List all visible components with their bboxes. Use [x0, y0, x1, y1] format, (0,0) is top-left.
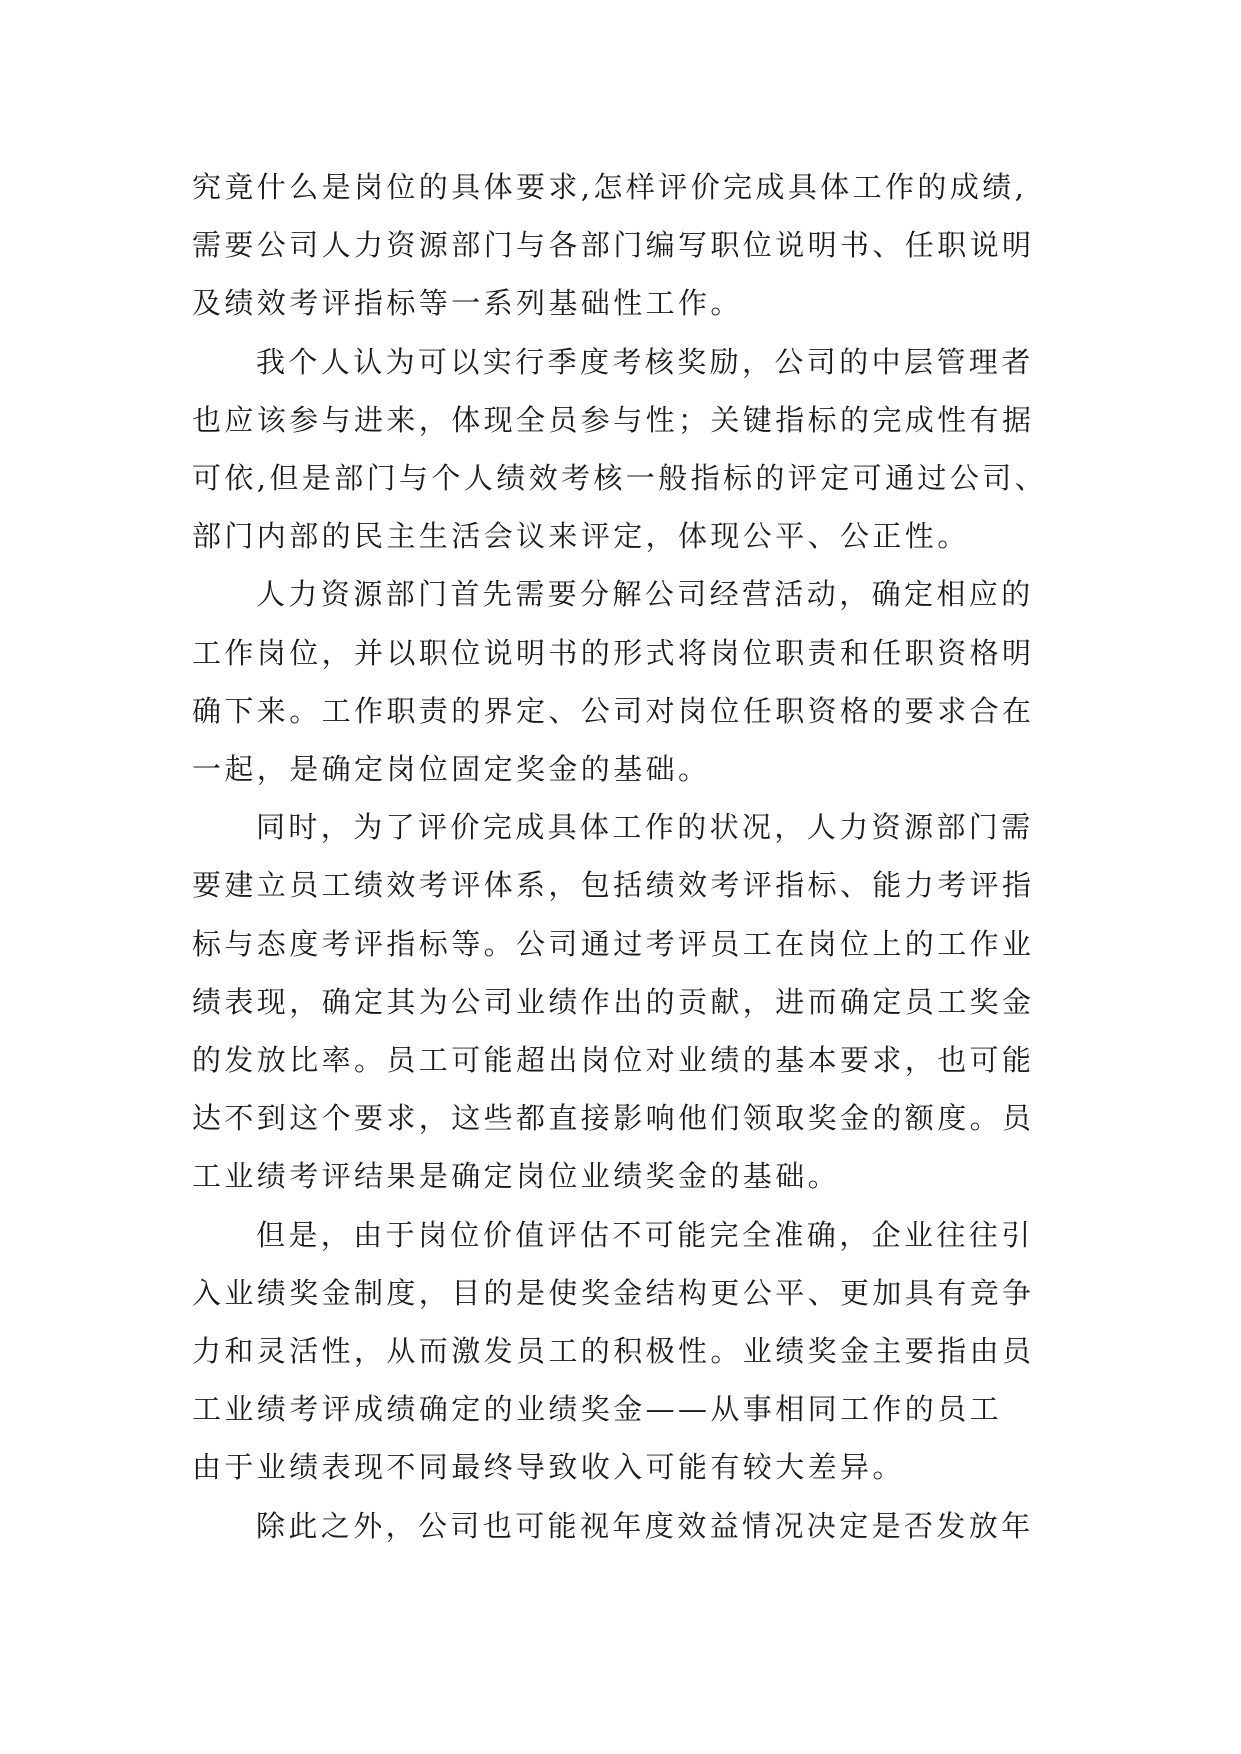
text-line: 我个人认为可以实行季度考核奖励，公司的中层管理者: [256, 344, 1034, 379]
document-body: [192, 158, 1052, 1555]
text-line: 需要公司人力资源部门与各部门编写职位说明书、任职说明: [192, 228, 1035, 263]
text-line: 究竟什么是岗位的具体要求,怎样评价完成具体工作的成绩,: [192, 170, 1028, 204]
text-line: 确下来。工作职责的界定、公司对岗位任职资格的要求合在: [192, 693, 1035, 728]
text-line: 工业绩考评成绩确定的业绩奖金——从事相同工作的员工: [192, 1392, 1003, 1427]
text-line: 可依,但是部门与个人绩效考核一般指标的评定可通过公司、: [192, 461, 1048, 496]
text-line: 除此之外，公司也可能视年度效益情况决定是否发放年: [256, 1508, 1034, 1543]
paragraph-4: [192, 798, 1052, 1205]
text-line: 人力资源部门首先需要分解公司经营活动，确定相应的: [256, 577, 1034, 612]
paragraph-5: [192, 1206, 1052, 1497]
text-line: 也应该参与进来，体现全员参与性；关键指标的完成性有据: [192, 402, 1035, 437]
text-line: 达不到这个要求，这些都直接影响他们领取奖金的额度。员: [192, 1101, 1035, 1136]
text-line: 同时，为了评价完成具体工作的状况，人力资源部门需: [256, 810, 1034, 845]
paragraph-1: [192, 158, 1052, 333]
text-line: 绩表现，确定其为公司业绩作出的贡献，进而确定员工奖金: [192, 984, 1035, 1019]
text-line: 一起，是确定岗位固定奖金的基础。: [192, 752, 711, 787]
paragraph-2: [192, 333, 1052, 566]
text-line: 力和灵活性，从而激发员工的积极性。业绩奖金主要指由员: [192, 1334, 1035, 1369]
paragraph-6: [192, 1497, 1052, 1555]
text-line: 由于业绩表现不同最终导致收入可能有较大差异。: [192, 1450, 905, 1485]
text-line: 标与态度考评指标等。公司通过考评员工在岗位上的工作业: [192, 926, 1035, 961]
text-line: 但是，由于岗位价值评估不可能完全准确，企业往往引: [256, 1217, 1034, 1252]
paragraph-3: [192, 565, 1052, 798]
text-line: 的发放比率。员工可能超出岗位对业绩的基本要求，也可能: [192, 1043, 1035, 1078]
text-line: 工业绩考评结果是确定岗位业绩奖金的基础。: [192, 1159, 841, 1194]
text-line: 及绩效考评指标等一系列基础性工作。: [192, 286, 743, 321]
text-line: 部门内部的民主生活会议来评定，体现公平、公正性。: [192, 519, 970, 554]
text-line: 工作岗位，并以职位说明书的形式将岗位职责和任职资格明: [192, 635, 1035, 670]
text-line: 要建立员工绩效考评体系，包括绩效考评指标、能力考评指: [192, 868, 1035, 903]
text-line: 入业绩奖金制度，目的是使奖金结构更公平、更加具有竞争: [192, 1275, 1035, 1310]
